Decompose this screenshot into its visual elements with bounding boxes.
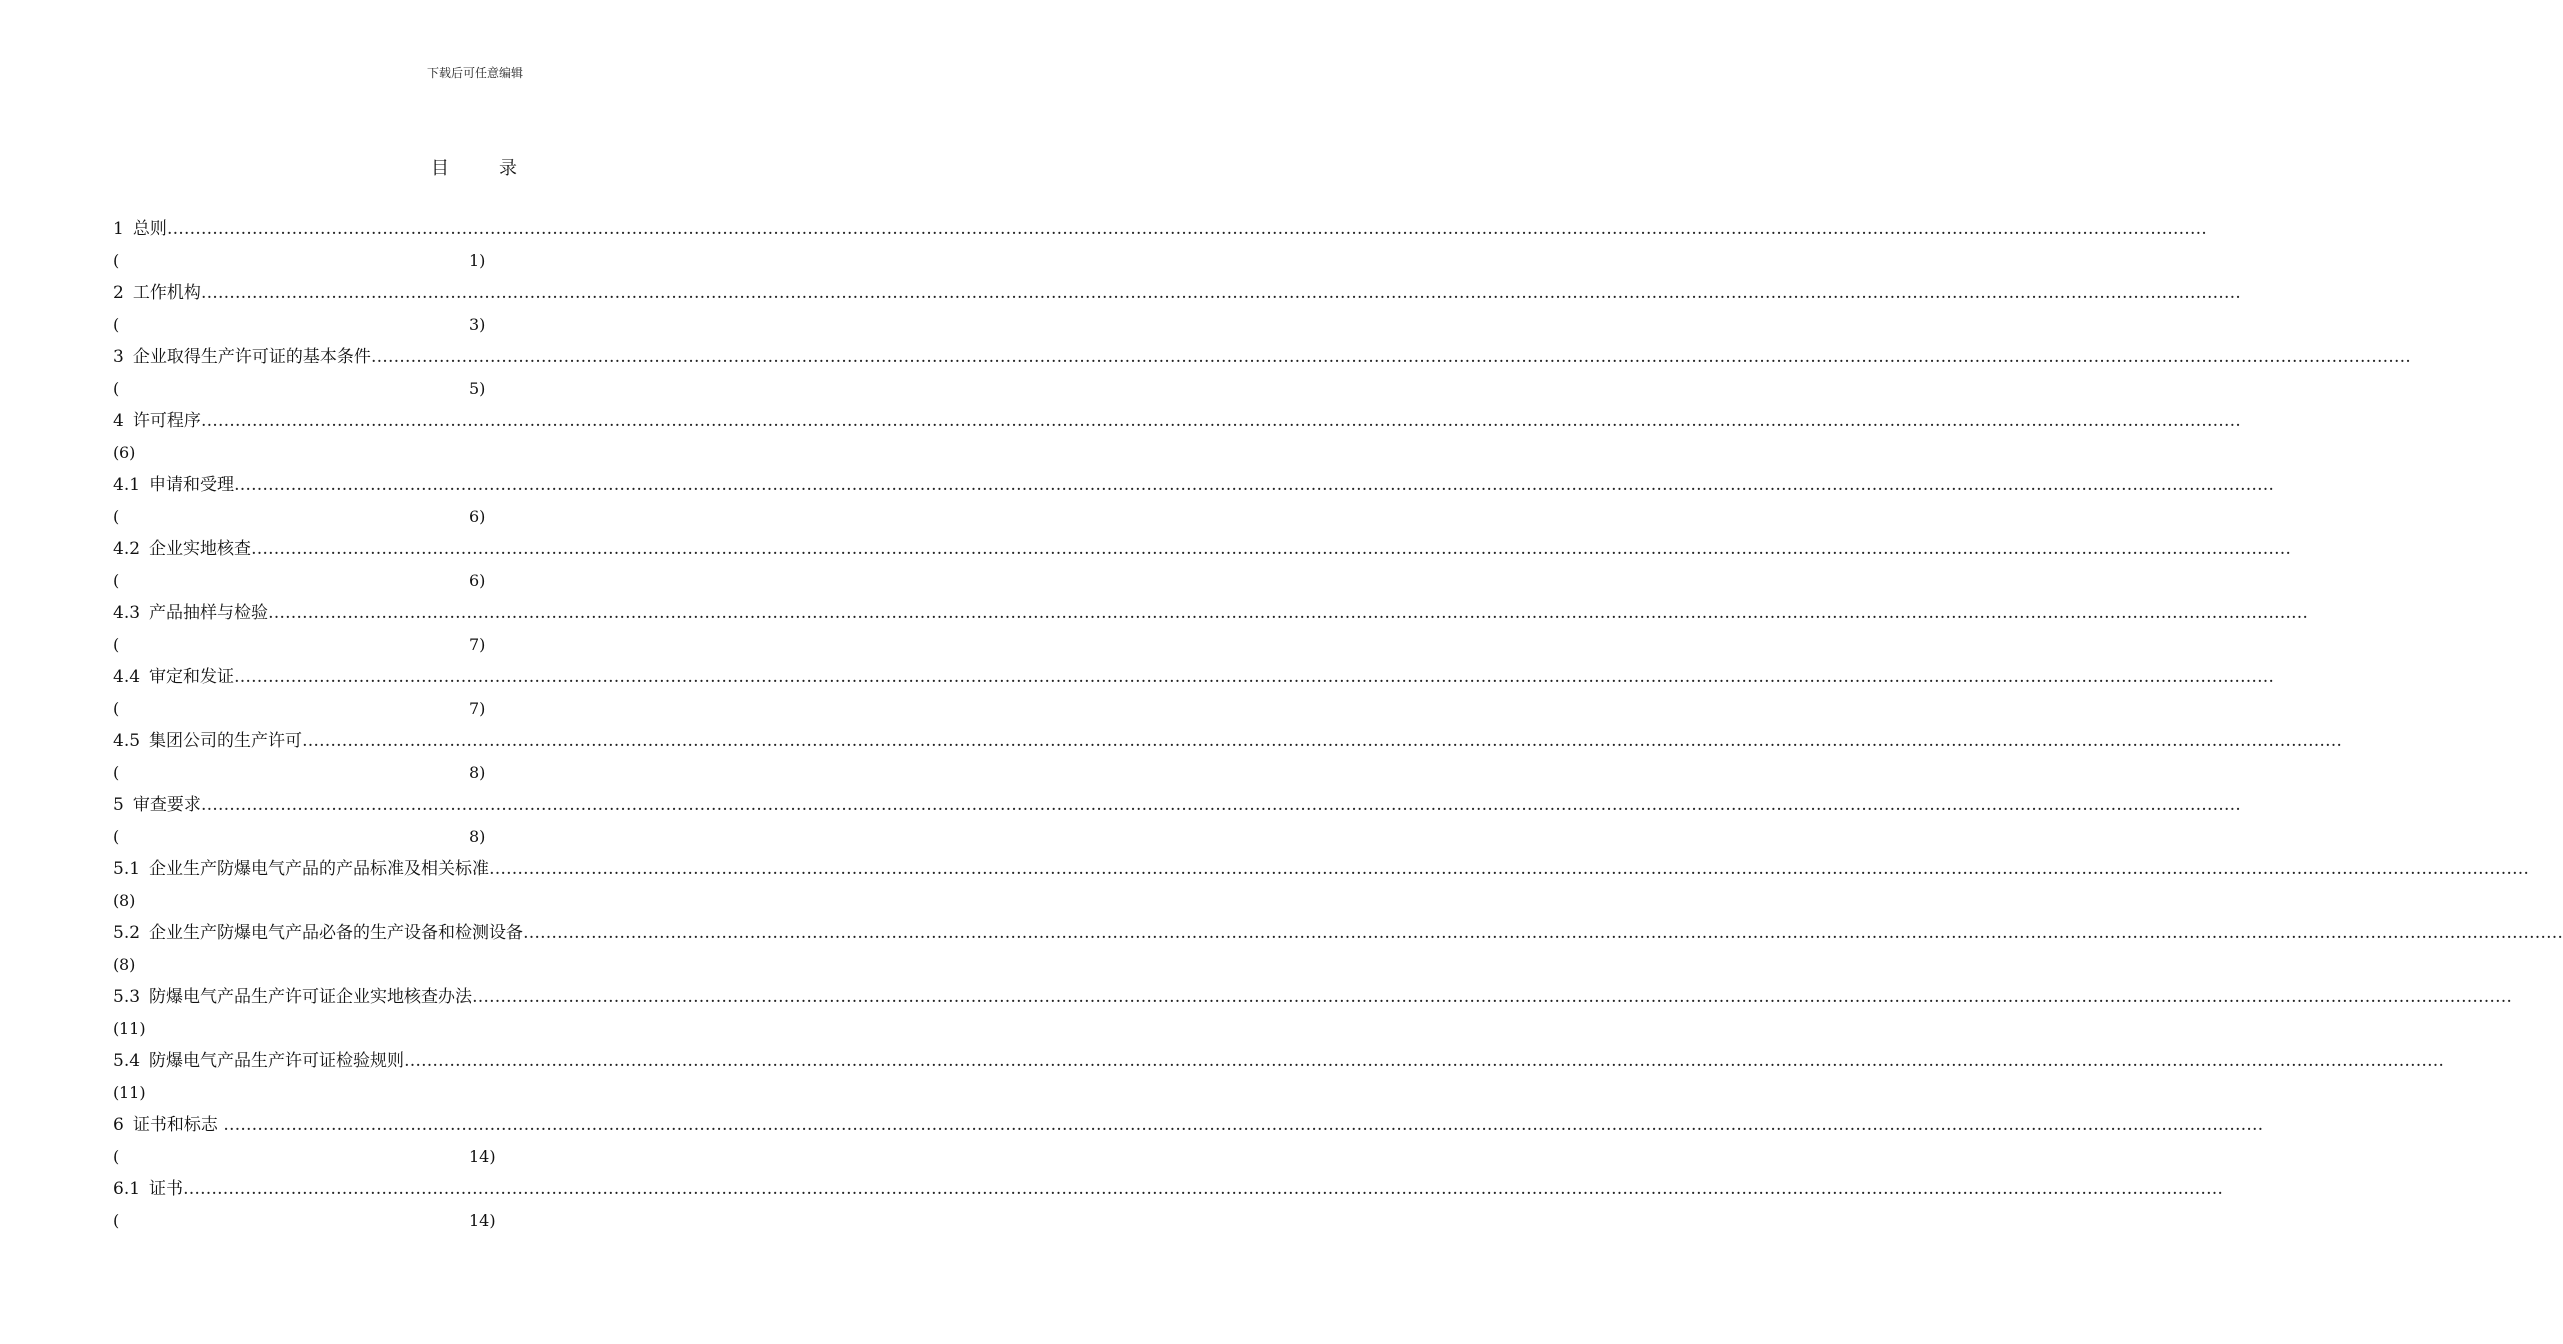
toc-entry-page-line xyxy=(113,949,835,981)
toc-dot-leader: ……………………………………………………………………………………………………………………………………………………………………………………………………………………………………………………………………………………………………………………………… xyxy=(200,411,2241,431)
toc-entry[interactable] xyxy=(113,1045,2445,1109)
toc-entry-number: 5.2 xyxy=(113,923,141,943)
toc-dot-leader: ……………………………………………………………………………………………………………………………………………………………………………………………………………………………………………………………………………………………………………………………… xyxy=(166,219,2207,239)
toc-open-paren: ( xyxy=(113,315,120,334)
toc-entry-label: 产品抽样与检验 xyxy=(149,603,269,623)
toc-entry[interactable] xyxy=(113,917,2563,981)
toc-page-number: 11) xyxy=(119,1019,146,1038)
toc-open-paren: ( xyxy=(113,699,120,718)
toc-entry-label: 企业取得生产许可证的基本条件 xyxy=(132,347,371,367)
toc-entry[interactable] xyxy=(113,469,2275,533)
toc-page-number: 3) xyxy=(469,315,486,334)
toc-entry[interactable] xyxy=(113,405,2241,469)
toc-entry-number: 2 xyxy=(113,283,124,303)
toc-entry-number: 4.3 xyxy=(113,603,141,623)
toc-entry-label: 证书和标志 xyxy=(132,1115,224,1135)
toc-entry-number: 3 xyxy=(113,347,124,367)
toc-dot-leader: ……………………………………………………………………………………………………………………………………………………………………………………………………………………………………………………………………………………………………………………………… xyxy=(489,859,2530,879)
toc-entry[interactable] xyxy=(113,1173,2224,1237)
toc-entry[interactable] xyxy=(113,853,2530,917)
toc-entry-label: 总则 xyxy=(132,219,167,239)
toc-open-paren: ( xyxy=(113,571,120,590)
toc-entry-page-line xyxy=(113,1141,835,1173)
toc-page-number: 14) xyxy=(469,1211,496,1230)
toc-entry-number: 1 xyxy=(113,219,124,239)
toc-entry-heading xyxy=(113,213,2207,245)
toc-open-paren: ( xyxy=(113,763,120,782)
toc-entry-page-line xyxy=(113,693,835,725)
toc-entry-number: 6.1 xyxy=(113,1179,141,1199)
toc-page-number: 14) xyxy=(469,1147,496,1166)
toc-page-number: 8) xyxy=(469,763,486,782)
toc-page-number: 8) xyxy=(119,891,136,910)
toc-entry-page-line xyxy=(113,309,835,341)
toc-entry-heading xyxy=(113,1173,2224,1205)
toc-entry[interactable] xyxy=(113,213,2207,277)
toc-entry-heading xyxy=(113,533,2292,565)
toc-entry-number: 6 xyxy=(113,1115,124,1135)
toc-entry-number: 5 xyxy=(113,795,124,815)
toc-entry-page-line xyxy=(113,757,835,789)
toc-page-number: 6) xyxy=(119,443,136,462)
title-right: 录 xyxy=(499,158,519,179)
toc-dot-leader: ……………………………………………………………………………………………………………………………………………………………………………………………………………………………………………………………………………………………………………………………… xyxy=(404,1051,2445,1071)
toc-entry-label: 企业实地核查 xyxy=(149,539,252,559)
toc-entry-page-line xyxy=(113,437,835,469)
toc-entry[interactable] xyxy=(113,725,2343,789)
toc-entry-page-line xyxy=(113,885,835,917)
toc-page-number: 7) xyxy=(469,699,486,718)
toc-page-number: 11) xyxy=(119,1083,146,1102)
toc-entry-label: 审查要求 xyxy=(132,795,201,815)
toc-entry[interactable] xyxy=(113,277,2241,341)
toc-entry-heading xyxy=(113,597,2309,629)
toc-page-number: 7) xyxy=(469,635,486,654)
toc-page-number: 6) xyxy=(469,507,486,526)
toc-page-number: 8) xyxy=(119,955,136,974)
toc-entry-page-line xyxy=(113,629,835,661)
toc-entry-number: 4.1 xyxy=(113,475,141,495)
toc-entry-label: 企业生产防爆电气产品必备的生产设备和检测设备 xyxy=(149,923,524,943)
toc-entry[interactable] xyxy=(113,1109,2264,1173)
toc-entry-number: 4.5 xyxy=(113,731,141,751)
toc-entry-heading xyxy=(113,661,2275,693)
toc-entry-heading xyxy=(113,725,2343,757)
toc-entry-page-line xyxy=(113,373,835,405)
toc-open-paren: ( xyxy=(113,1147,120,1166)
toc-entry-page-line xyxy=(113,1077,835,1109)
toc-open-paren: ( xyxy=(113,891,120,910)
toc-entry[interactable] xyxy=(113,341,2411,405)
toc-entry-heading xyxy=(113,853,2530,885)
toc-open-paren: ( xyxy=(113,827,120,846)
toc-dot-leader: ……………………………………………………………………………………………………………………………………………………………………………………………………………………………………………………………………………………………………………………………… xyxy=(223,1115,2264,1135)
toc-entry-label: 企业生产防爆电气产品的产品标准及相关标准 xyxy=(149,859,490,879)
toc-dot-leader: ……………………………………………………………………………………………………………………………………………………………………………………………………………………………………………………………………………………………………………………………… xyxy=(370,347,2411,367)
toc-open-paren: ( xyxy=(113,443,120,462)
toc-entry-page-line xyxy=(113,501,835,533)
toc-entry-label: 申请和受理 xyxy=(149,475,235,495)
toc-open-paren: ( xyxy=(113,379,120,398)
toc-entry[interactable] xyxy=(113,597,2309,661)
toc-entry-heading xyxy=(113,405,2241,437)
page-header: 下载后可任意编辑 xyxy=(426,66,523,80)
toc-entry-heading xyxy=(113,1109,2264,1141)
toc-open-paren: ( xyxy=(113,251,120,270)
toc-entry-heading xyxy=(113,277,2241,309)
toc-entry[interactable] xyxy=(113,661,2275,725)
toc-entry-label: 防爆电气产品生产许可证企业实地核查办法 xyxy=(149,987,473,1007)
toc-entry-page-line xyxy=(113,565,835,597)
toc-open-paren: ( xyxy=(113,1083,120,1102)
toc-dot-leader: ……………………………………………………………………………………………………………………………………………………………………………………………………………………………………………………………………………………………………………………………… xyxy=(234,475,2275,495)
toc-entry-label: 防爆电气产品生产许可证检验规则 xyxy=(149,1051,405,1071)
toc-open-paren: ( xyxy=(113,955,120,974)
toc-dot-leader: ……………………………………………………………………………………………………………………………………………………………………………………………………………………………………………………………………………………………………………………………… xyxy=(302,731,2343,751)
toc-entry-page-line xyxy=(113,1205,835,1237)
toc-dot-leader: ……………………………………………………………………………………………………………………………………………………………………………………………………………………………………………………………………………………………………………………………… xyxy=(472,987,2513,1007)
page-title xyxy=(0,154,950,180)
toc-dot-leader: ……………………………………………………………………………………………………………………………………………………………………………………………………………………………………………………………………………………………………………………………… xyxy=(234,667,2275,687)
toc-entry-number: 4.2 xyxy=(113,539,141,559)
toc-dot-leader: ……………………………………………………………………………………………………………………………………………………………………………………………………………………………………………………………………………………………………………………………… xyxy=(268,603,2309,623)
toc-open-paren: ( xyxy=(113,507,120,526)
toc-entry-number: 5.3 xyxy=(113,987,141,1007)
toc-open-paren: ( xyxy=(113,635,120,654)
toc-entry-number: 4.4 xyxy=(113,667,141,687)
toc-dot-leader: ……………………………………………………………………………………………………………………………………………………………………………………………………………………………………………………………………………………………………………………………… xyxy=(200,283,2241,303)
toc-page-number: 1) xyxy=(469,251,486,270)
toc-page-number: 6) xyxy=(469,571,486,590)
toc-entry-label: 集团公司的生产许可 xyxy=(149,731,303,751)
toc-entry-label: 许可程序 xyxy=(132,411,201,431)
toc-entry-label: 工作机构 xyxy=(132,283,201,303)
toc-entry-page-line xyxy=(113,1013,835,1045)
toc-entry[interactable] xyxy=(113,981,2513,1045)
toc-dot-leader: ……………………………………………………………………………………………………………………………………………………………………………………………………………………………………………………………………………………………………………………………… xyxy=(251,539,2292,559)
toc-entry-number: 5.1 xyxy=(113,859,141,879)
toc-entry-heading xyxy=(113,789,2241,821)
toc-entry-number: 4 xyxy=(113,411,124,431)
toc-page-number: 8) xyxy=(469,827,486,846)
toc-entry-page-line xyxy=(113,245,835,277)
toc-entry[interactable] xyxy=(113,533,2292,597)
toc-page-number: 5) xyxy=(469,379,486,398)
table-of-contents xyxy=(113,213,2563,1237)
toc-dot-leader: ……………………………………………………………………………………………………………………………………………………………………………………………………………………………………………………………………………………………………………………………… xyxy=(183,1179,2224,1199)
toc-entry-heading xyxy=(113,981,2513,1013)
toc-dot-leader: ……………………………………………………………………………………………………………………………………………………………………………………………………………………………………………………………………………………………………………………………… xyxy=(200,795,2241,815)
title-left: 目 xyxy=(431,158,451,179)
toc-entry-number: 5.4 xyxy=(113,1051,141,1071)
toc-entry[interactable] xyxy=(113,789,2241,853)
toc-dot-leader: ……………………………………………………………………………………………………………………………………………………………………………………………………………………………………………………………………………………………………………………………… xyxy=(523,923,2563,943)
toc-entry-heading xyxy=(113,469,2275,501)
toc-open-paren: ( xyxy=(113,1019,120,1038)
toc-entry-page-line xyxy=(113,821,835,853)
toc-open-paren: ( xyxy=(113,1211,120,1230)
toc-entry-heading xyxy=(113,1045,2445,1077)
toc-entry-label: 审定和发证 xyxy=(149,667,235,687)
toc-entry-heading xyxy=(113,917,2563,949)
toc-entry-heading xyxy=(113,341,2411,373)
toc-entry-label: 证书 xyxy=(149,1179,184,1199)
